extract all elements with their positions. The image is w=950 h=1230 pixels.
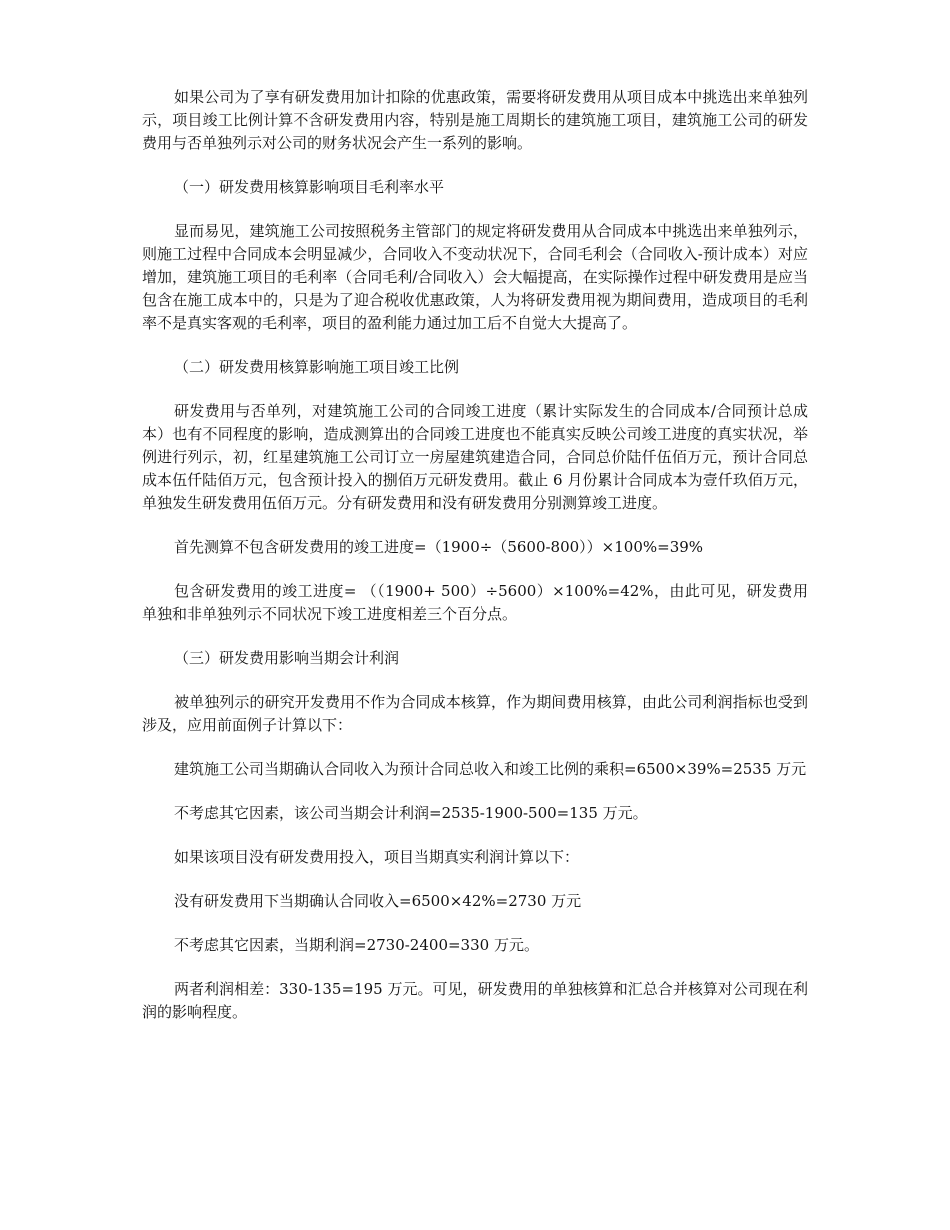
section-heading-3: （三）研发费用影响当期会计利润	[174, 649, 400, 667]
paragraph-formula-excluding: 首先测算不包含研发费用的竣工进度=（1900÷（5600-800））×100%=39%	[174, 538, 704, 556]
paragraph-intro: 如果公司为了享有研发费用加计扣除的优惠政策，需要将研发费用从项目成本中挑选出来单独列示，项目竣工比例计算不含研发费用内容，特别是施工周期长的建筑施工项目，建筑施工公司的研发费用与否单独列示对公司的财务状况会产生一系列的影响。	[142, 88, 808, 152]
paragraph-profit-calc: 不考虑其它因素，该公司当期会计利润=2535-1900-500=135 万元。	[174, 804, 648, 822]
section-heading-2: （二）研发费用核算影响施工项目竣工比例	[174, 358, 460, 376]
section-heading-1: （一）研发费用核算影响项目毛利率水平	[174, 178, 445, 196]
paragraph-formula-including: 包含研发费用的竣工进度= （（1900+ 500）÷5600）×100%=42%，由此可见，研发费用单独和非单独列示不同状况下竣工进度相差三个百分点。	[142, 582, 808, 623]
paragraph-completion-progress: 研发费用与否单列，对建筑施工公司的合同竣工进度（累计实际发生的合同成本/合同预计总成本）也有不同程度的影响，造成测算出的合同竣工进度也不能真实反映公司竣工进度的真实状况，举例进行列示，初，红星建筑施工公司订立一房屋建筑建造合同，合同总价陆仟伍佰万元，预计合同总成本伍仟陆佰万元，包含预计投入的捌佰万元研发费用。截止 6 月份累计合同成本为壹仟玖佰万元，单独发生研发费用伍佰万元。分有研发费用和没有研发费用分别测算竣工进度。	[142, 402, 808, 512]
paragraph-no-rd-revenue: 没有研发费用下当期确认合同收入=6500×42%=2730 万元	[174, 892, 582, 910]
paragraph-gross-margin: 显而易见，建筑施工公司按照税务主管部门的规定将研发费用从合同成本中挑选出来单独列示，则施工过程中合同成本会明显减少，合同收入不变动状况下，合同毛利会（合同收入-预计成本）对应增加，建筑施工项目的毛利率（合同毛利/合同收入）会大幅提高，在实际操作过程中研发费用是应当包含在施工成本中的，只是为了迎合税收优惠政策，人为将研发费用视为期间费用，造成项目的毛利率不是真实客观的毛利率，项目的盈利能力通过加工后不自觉大大提高了。	[142, 222, 808, 332]
paragraph-conclusion: 两者利润相差：330-135=195 万元。可见，研发费用的单独核算和汇总合并核算对公司现在利润的影响程度。	[142, 980, 808, 1021]
paragraph-period-expense: 被单独列示的研究开发费用不作为合同成本核算，作为期间费用核算，由此公司利润指标也受到涉及，应用前面例子计算以下：	[142, 693, 808, 734]
document-body	[142, 86, 808, 1045]
paragraph-revenue-calc: 建筑施工公司当期确认合同收入为预计合同总收入和竣工比例的乘积=6500×39%=2535 万元	[174, 760, 807, 778]
paragraph-no-rd-profit: 不考虑其它因素，当期利润=2730-2400=330 万元。	[174, 936, 539, 954]
paragraph-no-rd-intro: 如果该项目没有研发费用投入，项目当期真实利润计算以下：	[174, 848, 580, 866]
